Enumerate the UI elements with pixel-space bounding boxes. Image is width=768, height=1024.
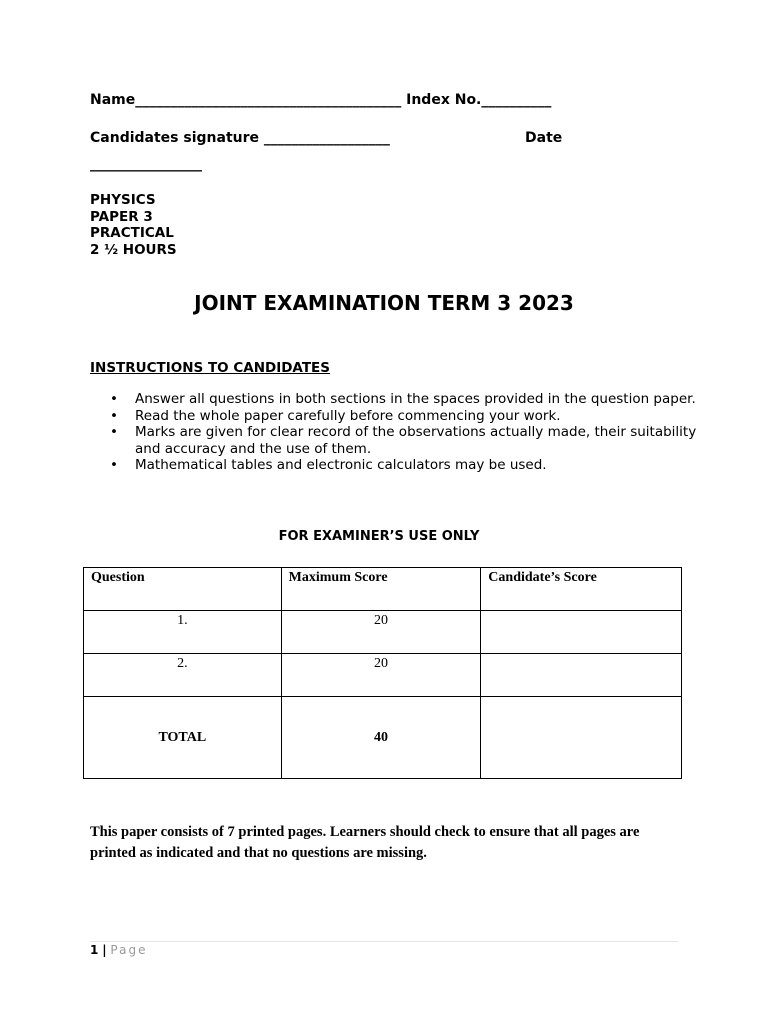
subject-block xyxy=(90,192,177,259)
page-number: 1 xyxy=(90,943,99,957)
index-label: Index No. xyxy=(406,92,482,108)
candidate-score-cell[interactable] xyxy=(481,611,682,654)
total-row xyxy=(84,697,682,779)
date-blank: ________________ xyxy=(90,156,202,172)
name-blank: ______________________________________ xyxy=(135,92,402,108)
instruction-item: • Mathematical tables and electronic calculators may be used. xyxy=(110,457,547,474)
paper-number: PAPER 3 xyxy=(90,208,153,225)
table-row xyxy=(84,654,682,697)
table-row xyxy=(84,611,682,654)
footer-separator: | xyxy=(102,943,107,957)
bullet-icon: • xyxy=(110,457,118,474)
signature-label: Candidates signature xyxy=(90,130,259,146)
name-line xyxy=(90,92,551,108)
subject-name: PHYSICS xyxy=(90,192,156,208)
paper-type: PRACTICAL xyxy=(90,225,174,242)
total-max-score: 40 xyxy=(281,697,481,779)
instruction-item: • Answer all questions in both sections in the spaces provided in the question paper. xyxy=(110,391,696,407)
examiner-heading: FOR EXAMINER’S USE ONLY xyxy=(278,529,480,544)
signature-blank: __________________ xyxy=(263,130,390,146)
max-score-cell: 20 xyxy=(281,611,481,654)
exam-title: JOINT EXAMINATION TERM 3 2023 xyxy=(194,291,574,315)
page-footer xyxy=(90,943,147,957)
instruction-item: • Marks are given for clear record of the observations actually made, their suitability and accuracy and the use of them. xyxy=(110,424,697,457)
table-header-row xyxy=(84,568,682,611)
bullet-icon: • xyxy=(110,391,118,407)
name-label: Name xyxy=(90,92,136,108)
question-cell: 1. xyxy=(84,611,282,654)
total-label: TOTAL xyxy=(84,697,282,779)
total-candidate-score[interactable] xyxy=(481,697,682,779)
page-count-notice: This paper consists of 7 printed pages. Learners should check to ensure that all pages are printed as indicated and that no questions are missing. xyxy=(90,824,640,861)
instructions-list xyxy=(90,391,725,474)
bullet-icon: • xyxy=(110,424,118,441)
max-score-cell: 20 xyxy=(281,654,481,697)
page-word: Page xyxy=(110,943,148,957)
column-header-max-score: Maximum Score xyxy=(281,568,481,611)
instruction-item: • Read the whole paper carefully before commencing your work. xyxy=(110,407,561,424)
column-header-question: Question xyxy=(84,568,282,611)
bullet-icon: • xyxy=(110,407,118,424)
paper-duration: 2 ½ HOURS xyxy=(90,242,177,259)
column-header-candidate-score: Candidate’s Score xyxy=(481,568,682,611)
signature-line xyxy=(90,130,390,146)
date-label: Date xyxy=(525,130,563,146)
index-blank: __________ xyxy=(481,92,552,108)
footer-divider xyxy=(90,941,678,942)
instructions-heading: INSTRUCTIONS TO CANDIDATES xyxy=(90,360,330,376)
score-table xyxy=(83,567,682,779)
question-cell: 2. xyxy=(84,654,282,697)
candidate-score-cell[interactable] xyxy=(481,654,682,697)
